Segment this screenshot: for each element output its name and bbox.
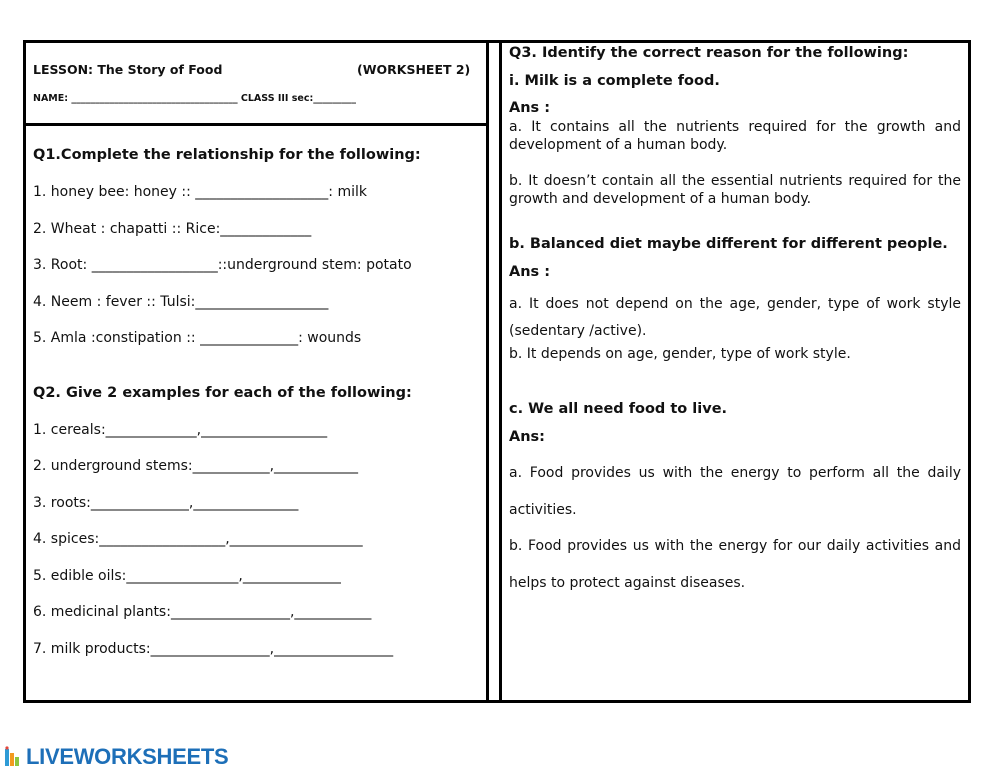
liveworksheets-logo[interactable] [4, 744, 228, 770]
name-class-line: NAME: ___________________________________ CLASS III sec:_________ [33, 93, 357, 104]
q3-ans-label: Ans : [509, 264, 551, 280]
q1-item: 1. honey bee: honey :: ___________________: milk [33, 184, 367, 200]
q2-item: 1. cereals:_____________,__________________ [33, 422, 328, 438]
q3-title: Q3. Identify the correct reason for the following: [509, 45, 909, 61]
q3-statement-i: i. Milk is a complete food. [509, 73, 720, 89]
worksheet-number: (WORKSHEET 2) [357, 62, 471, 77]
q2-item: 4. spices:__________________,___________________ [33, 531, 363, 547]
q3-b-option-b: b. It depends on age, gender, type of work style. [509, 346, 851, 362]
q3-ans-label: Ans: [509, 429, 545, 445]
q3-statement-c: c. We all need food to live. [509, 401, 728, 417]
q1-item: 2. Wheat : chapatti :: Rice:_____________ [33, 221, 312, 237]
q2-item: 3. roots:______________,_______________ [33, 495, 299, 511]
q2-item: 5. edible oils:________________,______________ [33, 568, 341, 584]
lesson-title: LESSON: The Story of Food [33, 62, 223, 77]
q2-title: Q2. Give 2 examples for each of the following: [33, 385, 412, 401]
q2-item: 2. underground stems:___________,____________ [33, 458, 359, 474]
header-divider [23, 123, 489, 126]
q1-item: 3. Root: __________________::underground stem: potato [33, 257, 412, 273]
liveworksheets-logo-icon [4, 746, 24, 768]
q1-item: 4. Neem : fever :: Tulsi:___________________ [33, 294, 329, 310]
q2-item: 6. medicinal plants:_________________,___________ [33, 604, 372, 620]
q3-i-option-a: a. It contains all the nutrients required for the growth and development of a human body. [509, 119, 961, 153]
q1-title: Q1.Complete the relationship for the following: [33, 147, 421, 163]
q3-c-option-b: b. Food provides us with the energy for our daily activities and [509, 538, 961, 554]
q3-i-option-b: b. It doesn’t contain all the essential nutrients required for the growth and development of a human body. [509, 173, 961, 207]
q3-ans-label: Ans : [509, 100, 551, 116]
q3-c-option-b-cont: helps to protect against diseases. [509, 575, 746, 591]
q3-statement-b: b. Balanced diet maybe different for different people. [509, 236, 948, 252]
q2-item: 7. milk products:_________________,_________________ [33, 641, 394, 657]
logo-text: LIVEWORKSHEETS [26, 744, 229, 769]
q3-b-option-a: a. It does not depend on the age, gender, type of work style (sedentary /active). [509, 296, 961, 339]
q3-c-option-a: a. Food provides us with the energy to perform all the daily [509, 465, 961, 481]
q3-c-option-a-cont: activities. [509, 502, 577, 518]
q1-item: 5. Amla :constipation :: ______________: wounds [33, 330, 362, 346]
